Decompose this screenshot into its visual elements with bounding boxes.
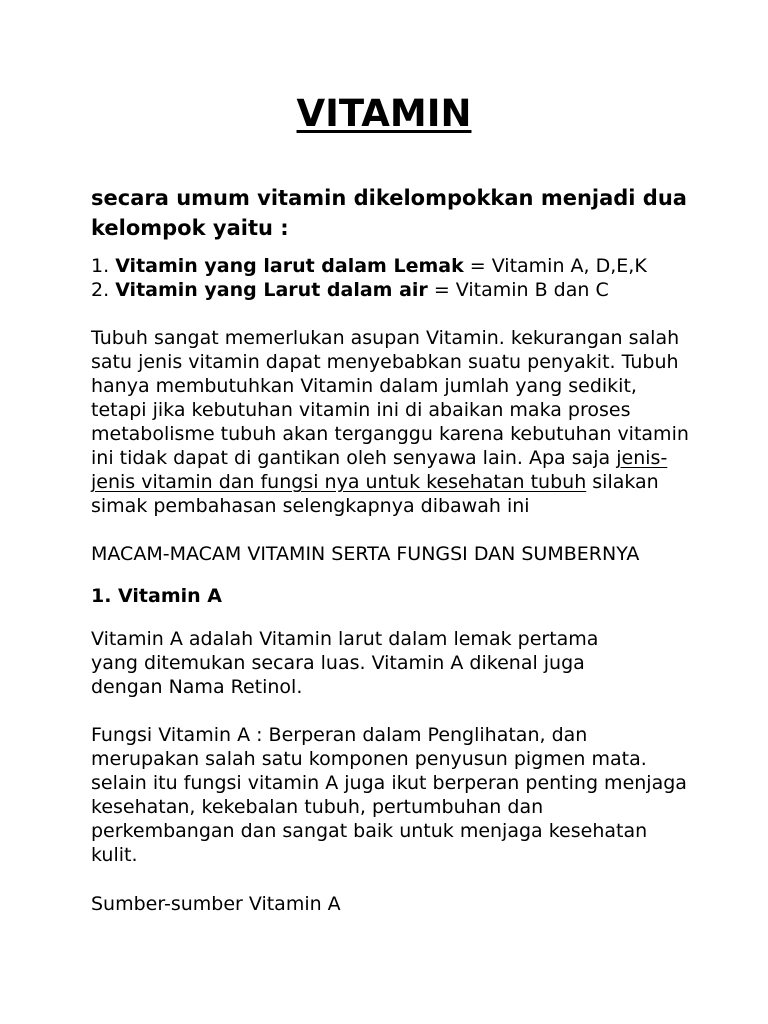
list-item: [91, 278, 731, 302]
list-number: 2.: [91, 279, 110, 301]
list-item: [91, 254, 731, 278]
paragraph-text: silakan simak pembahasan selengkapnya dibawah ini: [91, 471, 659, 517]
paragraph-fungsi-a: Fungsi Vitamin A : Berperan dalam Penglihatan, dan merupakan salah satu komponen penyusun pigmen mata. selain itu fungsi vitamin A juga ikut berperan penting menjaga kesehatan, kekebalan tubuh, pertumbuhan dan perkembangan dan sangat baik untuk menjaga kesehatan kulit.: [91, 724, 687, 866]
group-value: = Vitamin B dan C: [433, 279, 609, 301]
paragraph-text: Tubuh sangat memerlukan asupan Vitamin. kekurangan salah satu jenis vitamin dapat menyebabkan suatu penyakit. Tubuh hanya membutuhkan Vitamin dalam jumlah yang sedikit, tetapi jika kebutuhan vitamin ini di abaikan maka proses metabolisme tubuh akan terganggu karena kebutuhan vitamin ini tidak dapat di gantikan oleh senyawa lain. Apa saja: [91, 327, 689, 469]
section-heading-caps: MACAM-MACAM VITAMIN SERTA FUNGSI DAN SUMBERNYA: [91, 543, 640, 565]
vitamin-group-list: [91, 254, 731, 302]
intro-text: secara umum vitamin dikelompokkan menjadi dua kelompok yaitu :: [91, 186, 687, 240]
list-number: 1.: [91, 255, 110, 277]
sumber-vitamin-a: Sumber-sumber Vitamin A: [91, 893, 341, 915]
group-name: Vitamin yang larut dalam Lemak: [115, 255, 464, 277]
vitamin-types-link[interactable]: jenis-jenis vitamin dan fungsi nya untuk kesehatan tubuh: [91, 447, 668, 493]
group-name: Vitamin yang Larut dalam air: [115, 279, 428, 301]
page-title: VITAMIN: [296, 92, 472, 135]
heading-vitamin-a: 1. Vitamin A: [91, 585, 222, 607]
paragraph-vitamin-a: Vitamin A adalah Vitamin larut dalam lemak pertama yang ditemukan secara luas. Vitamin A dikenal juga dengan Nama Retinol.: [91, 628, 599, 698]
paragraph-importance: [91, 326, 691, 518]
group-value: = Vitamin A, D,E,K: [469, 255, 647, 277]
